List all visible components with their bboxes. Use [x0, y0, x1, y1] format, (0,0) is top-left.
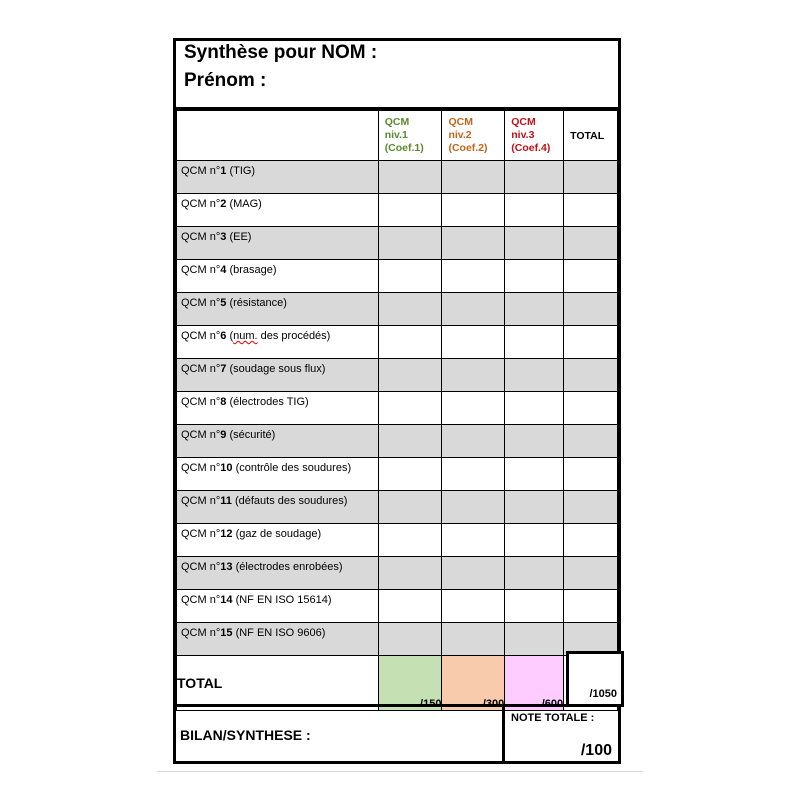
- score-niv2-cell[interactable]: [442, 491, 505, 524]
- score-niv1-cell[interactable]: [378, 557, 442, 590]
- qcm-number: QCM n°4: [181, 264, 227, 276]
- score-niv1-cell[interactable]: [378, 392, 442, 425]
- score-total-cell[interactable]: [564, 491, 618, 524]
- score-niv2-cell[interactable]: [442, 194, 505, 227]
- score-niv1-cell[interactable]: [378, 326, 442, 359]
- header-row: [177, 111, 618, 161]
- score-total-cell[interactable]: [564, 524, 618, 557]
- table-row: [177, 623, 618, 656]
- note-totale-value: /100: [580, 742, 612, 759]
- score-niv3-cell[interactable]: [505, 623, 564, 656]
- score-total-cell[interactable]: [564, 161, 618, 194]
- qcm-label: [177, 458, 379, 491]
- bilan-label: BILAN/SYNTHESE :: [180, 727, 311, 743]
- header-total: TOTAL: [564, 111, 618, 161]
- score-niv2-cell[interactable]: [442, 425, 505, 458]
- qcm-number: QCM n°2: [181, 198, 227, 210]
- score-niv1-cell[interactable]: [378, 425, 442, 458]
- qcm-number: QCM n°1: [181, 165, 227, 177]
- qcm-number: QCM n°14: [181, 594, 233, 606]
- score-niv2-cell[interactable]: [442, 161, 505, 194]
- table-row: [177, 359, 618, 392]
- score-total-cell[interactable]: [564, 293, 618, 326]
- score-niv2-cell[interactable]: [442, 227, 505, 260]
- score-niv2-cell[interactable]: [442, 557, 505, 590]
- table-row: [177, 557, 618, 590]
- score-niv2-cell[interactable]: [442, 293, 505, 326]
- qcm-number: QCM n°5: [181, 297, 227, 309]
- score-niv2-cell[interactable]: [442, 326, 505, 359]
- totals-label: TOTAL: [177, 656, 379, 711]
- qcm-label: [177, 623, 379, 656]
- qcm-number: QCM n°15: [181, 627, 233, 639]
- qcm-topic: (num. des procédés): [229, 330, 331, 342]
- score-table: [176, 110, 618, 711]
- score-niv3-cell[interactable]: [505, 491, 564, 524]
- score-total-cell[interactable]: [564, 590, 618, 623]
- grand-total-box: [566, 651, 624, 707]
- qcm-topic: (gaz de soudage): [235, 528, 322, 540]
- qcm-topic: (NF EN ISO 15614): [235, 594, 332, 606]
- qcm-number: QCM n°6: [181, 330, 227, 342]
- note-totale-box: [502, 707, 618, 764]
- page-divider: [157, 771, 643, 772]
- qcm-label: [177, 590, 379, 623]
- qcm-number: QCM n°12: [181, 528, 233, 540]
- table-row: [177, 161, 618, 194]
- score-niv1-cell[interactable]: [378, 491, 442, 524]
- qcm-number: QCM n°11: [181, 495, 232, 507]
- qcm-number: QCM n°8: [181, 396, 227, 408]
- table-row: [177, 590, 618, 623]
- totals-row: [177, 656, 618, 711]
- header-niv2-l1: QCM: [448, 116, 473, 128]
- score-niv3-cell[interactable]: [505, 326, 564, 359]
- score-niv3-cell[interactable]: [505, 293, 564, 326]
- score-total-cell[interactable]: [564, 425, 618, 458]
- score-niv3-cell[interactable]: [505, 260, 564, 293]
- score-niv1-cell[interactable]: [378, 623, 442, 656]
- qcm-label: [177, 524, 379, 557]
- score-niv2-cell[interactable]: [442, 590, 505, 623]
- table-row: [177, 260, 618, 293]
- score-total-cell[interactable]: [564, 194, 618, 227]
- header-niv2: [442, 111, 505, 161]
- score-niv1-cell[interactable]: [378, 590, 442, 623]
- qcm-topic: (TIG): [229, 165, 256, 177]
- header-niv2-l2: niv.2: [448, 129, 472, 141]
- qcm-label: [177, 161, 379, 194]
- total-niv3: /600: [505, 656, 564, 711]
- score-niv3-cell[interactable]: [505, 590, 564, 623]
- score-total-cell[interactable]: [564, 458, 618, 491]
- score-niv2-cell[interactable]: [442, 260, 505, 293]
- score-niv1-cell[interactable]: [378, 194, 442, 227]
- header-niv3: [505, 111, 564, 161]
- table-row: [177, 326, 618, 359]
- score-niv1-cell[interactable]: [378, 524, 442, 557]
- score-niv2-cell[interactable]: [442, 392, 505, 425]
- score-niv3-cell[interactable]: [505, 161, 564, 194]
- score-niv3-cell[interactable]: [505, 425, 564, 458]
- table-row: [177, 491, 618, 524]
- header-niv1: [378, 111, 442, 161]
- score-niv3-cell[interactable]: [505, 227, 564, 260]
- table-row: [177, 425, 618, 458]
- qcm-label: [177, 425, 379, 458]
- qcm-label: [177, 227, 379, 260]
- qcm-topic: (sécurité): [229, 429, 276, 441]
- bilan-section: [176, 704, 618, 764]
- qcm-number: QCM n°10: [181, 462, 233, 474]
- score-niv1-cell[interactable]: [378, 458, 442, 491]
- table-row: [177, 293, 618, 326]
- score-niv3-cell[interactable]: [505, 392, 564, 425]
- score-niv1-cell[interactable]: [378, 293, 442, 326]
- qcm-topic: (NF EN ISO 9606): [235, 627, 326, 639]
- score-niv2-cell[interactable]: [442, 359, 505, 392]
- qcm-topic: (électrodes enrobées): [235, 561, 343, 573]
- table-row: [177, 392, 618, 425]
- score-total-cell[interactable]: [564, 392, 618, 425]
- score-total-cell[interactable]: [564, 359, 618, 392]
- qcm-topic: (MAG): [229, 198, 262, 210]
- note-totale-label: NOTE TOTALE :: [511, 712, 595, 724]
- score-niv3-cell[interactable]: [505, 524, 564, 557]
- qcm-topic: (soudage sous flux): [229, 363, 326, 375]
- synthesis-sheet: [173, 38, 621, 764]
- qcm-number: QCM n°9: [181, 429, 227, 441]
- total-niv1: /150: [378, 656, 442, 711]
- score-total-cell[interactable]: [564, 557, 618, 590]
- qcm-topic: (contrôle des soudures): [235, 462, 352, 474]
- qcm-label: [177, 194, 379, 227]
- qcm-topic: (électrodes TIG): [229, 396, 309, 408]
- qcm-label: [177, 359, 379, 392]
- score-total-cell[interactable]: [564, 260, 618, 293]
- score-niv2-cell[interactable]: [442, 524, 505, 557]
- title-firstname-line: Prénom :: [184, 70, 267, 91]
- score-niv2-cell[interactable]: [442, 458, 505, 491]
- qcm-number: QCM n°7: [181, 363, 227, 375]
- header-niv2-l3: (Coef.2): [448, 142, 488, 154]
- score-niv1-cell[interactable]: [378, 161, 442, 194]
- qcm-number: QCM n°3: [181, 231, 227, 243]
- table-row: [177, 524, 618, 557]
- title-block: [176, 41, 618, 110]
- header-niv1-l1: QCM: [384, 116, 410, 128]
- title-name-line: Synthèse pour NOM :: [184, 42, 378, 63]
- table-row: [177, 458, 618, 491]
- score-niv3-cell[interactable]: [505, 194, 564, 227]
- table-row: [177, 227, 618, 260]
- header-niv3-l2: niv.3: [511, 129, 535, 141]
- qcm-topic: (résistance): [229, 297, 287, 309]
- qcm-label: [177, 392, 379, 425]
- score-niv1-cell[interactable]: [378, 359, 442, 392]
- total-niv2: /300: [442, 656, 505, 711]
- qcm-label: [177, 293, 379, 326]
- qcm-label: [177, 557, 379, 590]
- table-row: [177, 194, 618, 227]
- score-total-cell[interactable]: [564, 227, 618, 260]
- qcm-label: [177, 491, 379, 524]
- qcm-topic: (brasage): [229, 264, 277, 276]
- qcm-topic: (EE): [229, 231, 252, 243]
- header-niv1-l3: (Coef.1): [384, 142, 424, 154]
- score-niv1-cell[interactable]: [378, 260, 442, 293]
- qcm-topic: (défauts des soudures): [234, 495, 348, 507]
- score-niv2-cell[interactable]: [442, 623, 505, 656]
- qcm-label: [177, 326, 379, 359]
- score-niv1-cell[interactable]: [378, 227, 442, 260]
- grand-total: /1050: [589, 688, 617, 700]
- qcm-label: [177, 260, 379, 293]
- header-niv3-l1: QCM: [511, 116, 536, 128]
- header-niv3-l3: (Coef.4): [511, 142, 551, 154]
- score-niv3-cell[interactable]: [505, 557, 564, 590]
- header-niv1-l2: niv.1: [384, 129, 408, 141]
- qcm-number: QCM n°13: [181, 561, 233, 573]
- score-total-cell[interactable]: [564, 326, 618, 359]
- score-niv3-cell[interactable]: [505, 359, 564, 392]
- header-empty-cell: [177, 111, 379, 161]
- score-niv3-cell[interactable]: [505, 458, 564, 491]
